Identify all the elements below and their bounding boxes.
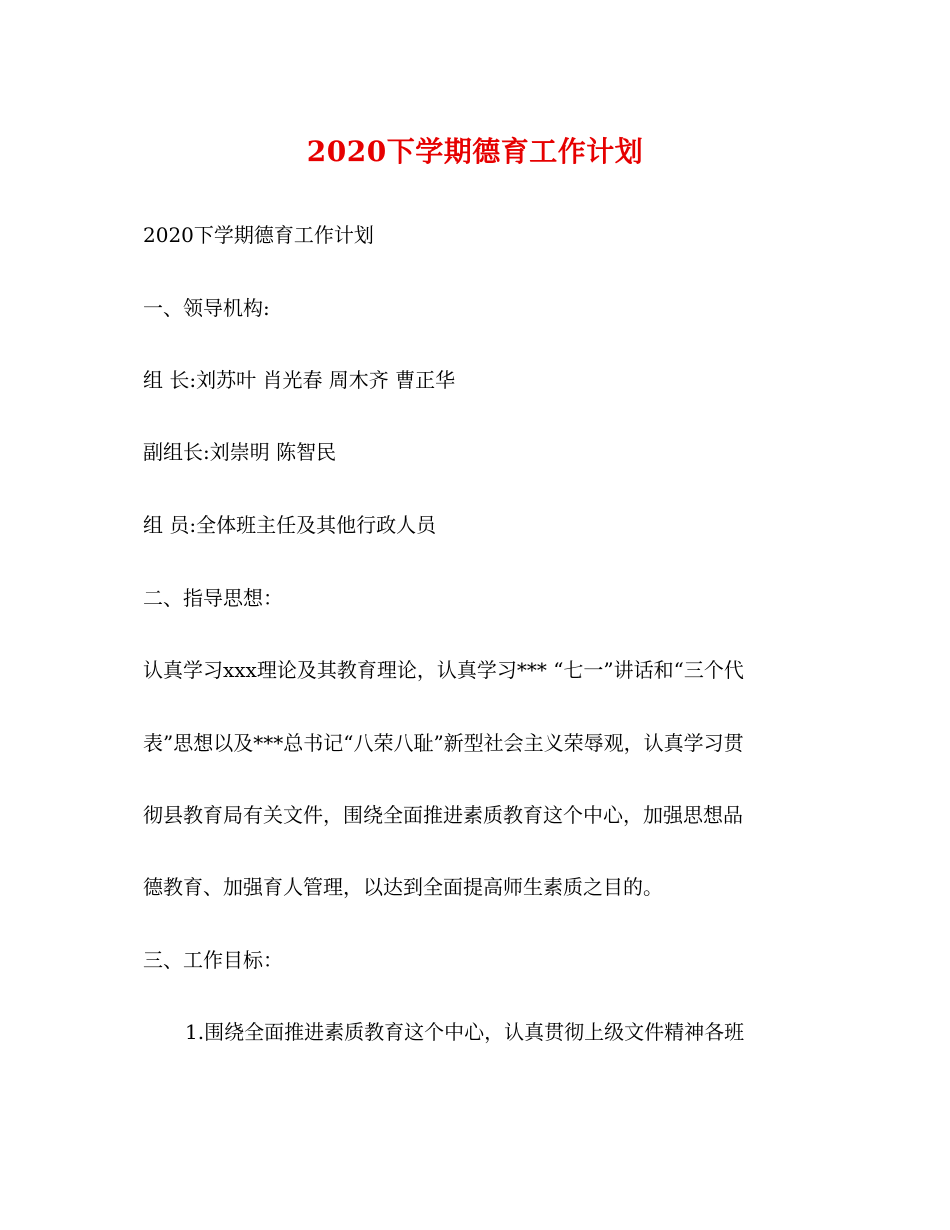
section-heading-guiding-thought: 二、指导思想： [143,586,283,610]
member-line: 组 员:全体班主任及其他行政人员 [143,513,437,537]
goal-item-1: 1.围绕全面推进素质教育这个中心，认真贯彻上级文件精神各班 [185,1020,745,1044]
deputy-leader-line: 副组长:刘崇明 陈智民 [143,440,337,464]
paragraph-line: 认真学习xxx理论及其教育理论，认真学习*** “七一”讲话和“三个代 [143,658,744,682]
paragraph-line: 彻县教育局有关文件，围绕全面推进素质教育这个中心，加强思想品 [143,803,743,827]
section-heading-leadership: 一、领导机构: [143,296,270,320]
paragraph-line: 表”思想以及***总书记“八荣八耻”新型社会主义荣辱观，认真学习贯 [143,731,744,755]
document-title: 2020下学期德育工作计划 [306,135,644,168]
leader-line: 组 长:刘苏叶 肖光春 周木齐 曹正华 [143,368,456,392]
paragraph-line: 德教育、加强育人管理，以达到全面提高师生素质之目的。 [143,875,663,899]
section-heading-work-goals: 三、工作目标： [143,948,283,972]
subtitle-line: 2020下学期德育工作计划 [143,223,374,247]
